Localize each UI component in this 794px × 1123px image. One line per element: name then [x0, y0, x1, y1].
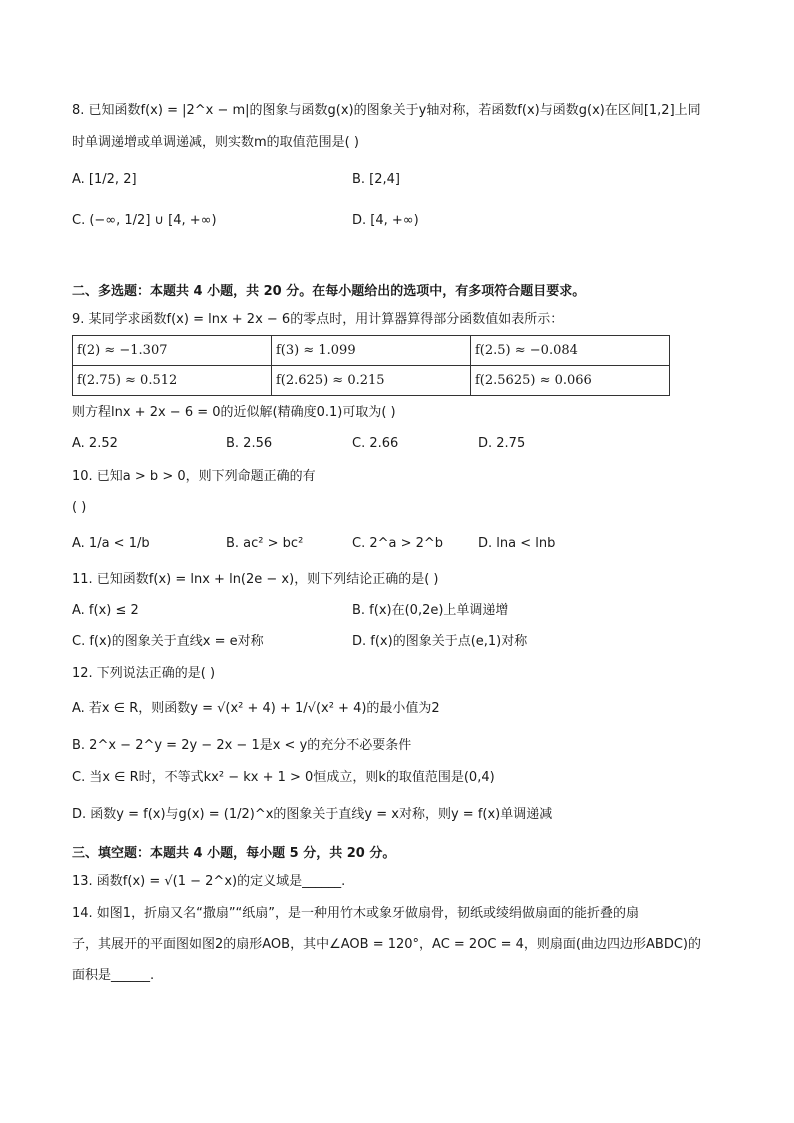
section-3-heading: 三、填空题：本题共 4 小题，每小题 5 分，共 20 分。 [72, 846, 396, 861]
q10-stem: 10. 已知a > b > 0，则下列命题正确的有 [72, 469, 316, 484]
table-row [73, 366, 670, 396]
table-cell: f(2.625) ≈ 0.215 [272, 366, 471, 396]
q8-option-c: C. (−∞, 1/2] ∪ [4, +∞) [72, 213, 217, 228]
q10-paren: ( ) [72, 500, 87, 515]
function-value-table [72, 335, 670, 396]
q12-stem: 12. 下列说法正确的是( ) [72, 666, 216, 681]
q13-stem: 13. 函数f(x) = √(1 − 2^x)的定义域是______. [72, 874, 346, 889]
q14-line1: 14. 如图1，折扇又名“撒扇”“纸扇”，是一种用竹木或象牙做扇骨，韧纸或绫绢做扇面的能折叠的扇 [72, 906, 640, 921]
section-2-heading: 二、多选题：本题共 4 小题，共 20 分。在每小题给出的选项中，有多项符合题目要求。 [72, 284, 586, 299]
q11-option-d: D. f(x)的图象关于点(e,1)对称 [352, 634, 528, 649]
q10-option-a: A. 1/a < 1/b [72, 536, 150, 551]
table-row [73, 336, 670, 366]
q8-line2: 时单调递增或单调递减，则实数m的取值范围是( ) [72, 135, 359, 150]
q12-option-d: D. 函数y = f(x)与g(x) = (1/2)^x的图象关于直线y = x对称，则y = f(x)单调递减 [72, 807, 553, 822]
table-cell: f(2.5) ≈ −0.084 [471, 336, 670, 366]
q9-option-c: C. 2.66 [352, 436, 399, 451]
q12-option-b: B. 2^x − 2^y = 2y − 2x − 1是x < y的充分不必要条件 [72, 738, 412, 753]
table-cell: f(2.5625) ≈ 0.066 [471, 366, 670, 396]
q14-line3: 面积是______. [72, 968, 155, 983]
table-cell: f(2) ≈ −1.307 [73, 336, 272, 366]
q9-option-a: A. 2.52 [72, 436, 118, 451]
q9-option-b: B. 2.56 [226, 436, 273, 451]
q10-option-c: C. 2^a > 2^b [352, 536, 444, 551]
q11-option-b: B. f(x)在(0,2e)上单调递增 [352, 603, 509, 618]
q8-line1: 8. 已知函数f(x) = |2^x − m|的图象与函数g(x)的图象关于y轴对称，若函数f(x)与函数g(x)在区间[1,2]上同 [72, 103, 701, 118]
q11-option-c: C. f(x)的图象关于直线x = e对称 [72, 634, 264, 649]
table-cell: f(2.75) ≈ 0.512 [73, 366, 272, 396]
q8-option-b: B. [2,4] [352, 172, 401, 187]
q8-option-d: D. [4, +∞) [352, 213, 419, 228]
q11-stem: 11. 已知函数f(x) = lnx + ln(2e − x)，则下列结论正确的是( ) [72, 572, 439, 587]
q11-option-a: A. f(x) ≤ 2 [72, 603, 139, 618]
q8-option-a: A. [1/2, 2] [72, 172, 137, 187]
q12-option-a: A. 若x ∈ R，则函数y = √(x² + 4) + 1/√(x² + 4)的最小值为2 [72, 701, 440, 716]
q12-option-c: C. 当x ∈ R时，不等式kx² − kx + 1 > 0恒成立，则k的取值范围是(0,4) [72, 770, 495, 785]
q10-option-b: B. ac² > bc² [226, 536, 304, 551]
q9-stem: 9. 某同学求函数f(x) = lnx + 2x − 6的零点时，用计算器算得部分函数值如表所示： [72, 312, 564, 327]
q9-option-d: D. 2.75 [478, 436, 526, 451]
q14-line2: 子，其展开的平面图如图2的扇形AOB，其中∠AOB = 120°，AC = 2OC = 4，则扇面(曲边四边形ABDC)的 [72, 937, 701, 952]
q9-after-text: 则方程lnx + 2x − 6 = 0的近似解(精确度0.1)可取为( ) [72, 405, 396, 420]
q10-option-d: D. lna < lnb [478, 536, 556, 551]
table-cell: f(3) ≈ 1.099 [272, 336, 471, 366]
